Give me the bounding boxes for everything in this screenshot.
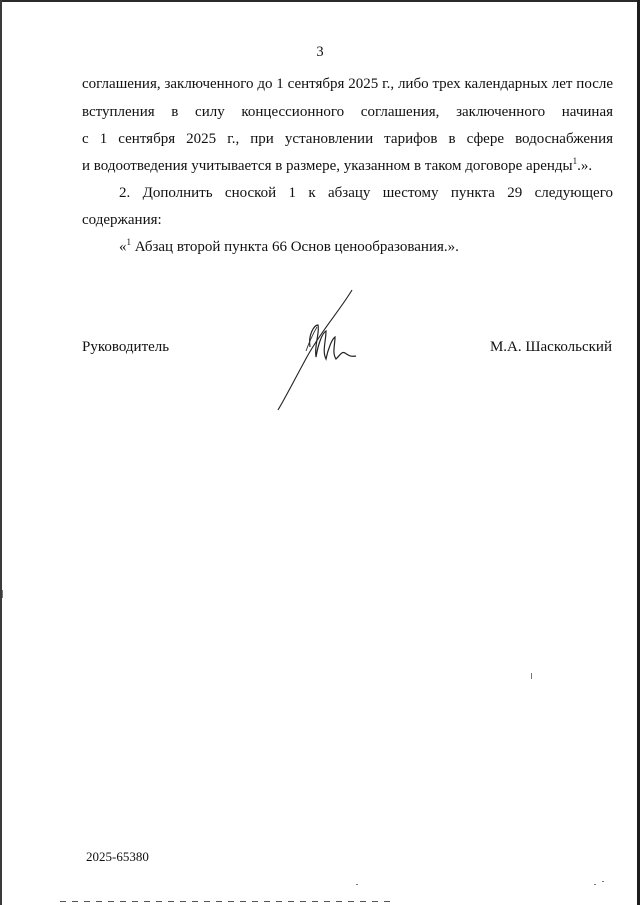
scan-speck	[531, 673, 532, 679]
paragraph-2-line-2: содержания:	[82, 212, 162, 228]
scan-bottom-mark	[60, 901, 390, 902]
paragraph-1-line-1: соглашения, заключенного до 1 сентября 2025 г., либо трех календарных лет после	[82, 76, 613, 92]
position-title: Руководитель	[82, 339, 170, 355]
signer-name: М.А. Шаскольский	[489, 339, 612, 355]
scan-speck	[602, 881, 604, 882]
scan-edge-top	[0, 0, 640, 2]
scan-speck	[356, 884, 358, 885]
document-number: 2025-65380	[86, 849, 149, 864]
handwritten-signature	[270, 285, 370, 415]
scan-edge-left	[0, 0, 2, 905]
scan-speck	[594, 884, 596, 885]
paragraph-1-line-4	[82, 157, 613, 175]
footnote-number: 1	[126, 237, 131, 247]
paragraph-1-line-4-tail: .».	[577, 158, 593, 174]
paragraph-1-line-3: с 1 сентября 2025 г., при установлении тарифов в сфере водоснабжения	[82, 131, 613, 147]
page-number: 3	[316, 44, 324, 60]
paragraph-1-line-4-text: и водоотведения учитывается в размере, указанном в таком договоре аренды	[82, 158, 573, 174]
footnote-ref: 1	[572, 156, 578, 166]
paragraph-1-line-2: вступления в силу концессионного соглашения, заключенного начиная	[82, 104, 613, 120]
paragraph-2-line-1: 2. Дополнить сноской 1 к абзацу шестому пункта 29 следующего	[119, 185, 613, 201]
scan-speck	[2, 590, 3, 598]
footnote-text-line	[119, 238, 613, 256]
footnote-content: Абзац второй пункта 66 Основ ценообразования.».	[131, 239, 459, 255]
open-quote: «	[119, 239, 127, 255]
